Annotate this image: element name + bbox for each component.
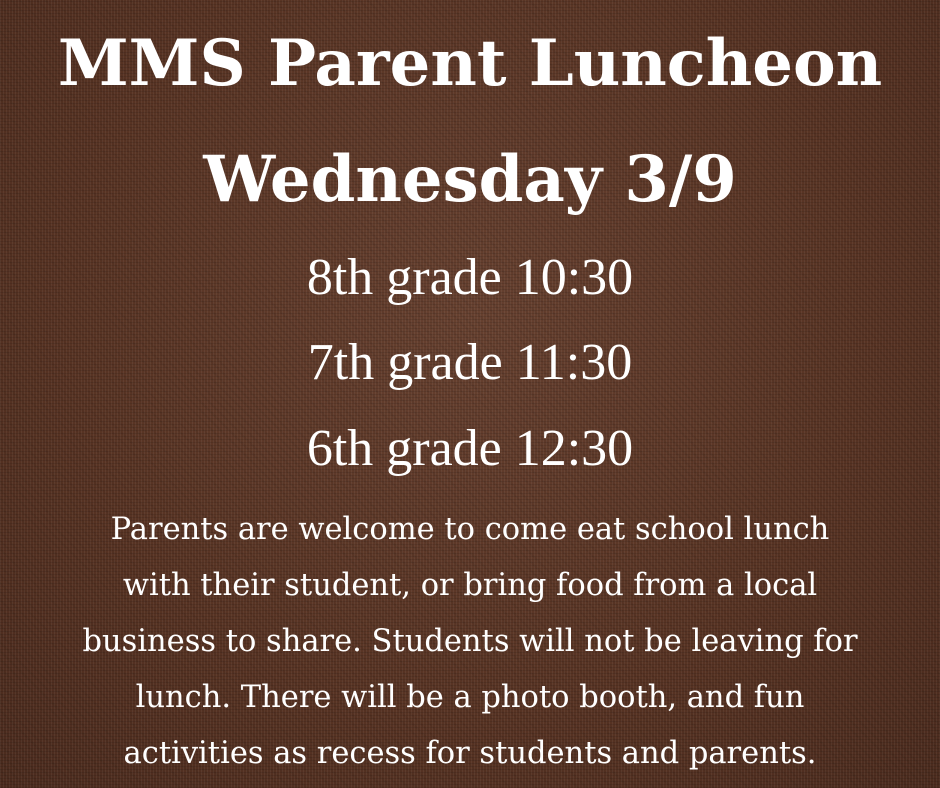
poster-title: MMS Parent Luncheon [57, 26, 883, 101]
description-line: business to share. Students will not be leaving for [82, 624, 858, 659]
description-line: with their student, or bring food from a local [122, 568, 818, 603]
schedule-item-8th-grade: 8th grade 10:30 [306, 249, 634, 306]
schedule-item-7th-grade: 7th grade 11:30 [307, 334, 633, 391]
description-line: activities as recess for students and parents. [123, 736, 817, 771]
description-line: lunch. There will be a photo booth, and fun [135, 680, 805, 715]
event-date: Wednesday 3/9 [203, 142, 737, 217]
description-line: Parents are welcome to come eat school lunch [110, 512, 830, 547]
event-description [20, 502, 920, 782]
schedule-item-6th-grade: 6th grade 12:30 [306, 420, 634, 477]
